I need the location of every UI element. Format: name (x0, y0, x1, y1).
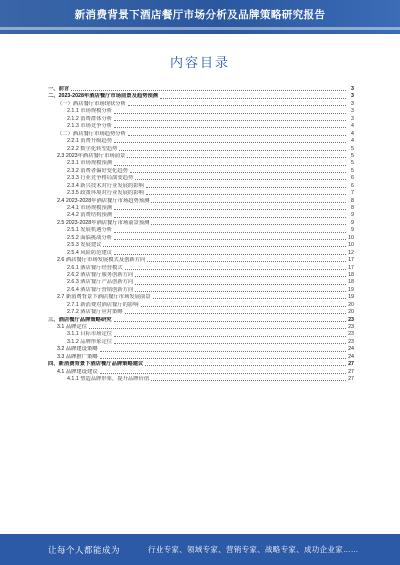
toc-entry[interactable] (48, 346, 354, 353)
toc-leader-dots (128, 135, 346, 136)
toc-entry-page: 3 (351, 115, 354, 122)
toc-entry-title: 2.6.1 酒店餐厅经营模式 (67, 264, 123, 271)
toc-leader-dots (114, 254, 346, 255)
toc-entry-title: 2.5.3 发展建议 (67, 242, 102, 249)
toc-entry[interactable] (48, 331, 354, 338)
toc-entry-page: 10 (348, 242, 354, 249)
toc-entry-title: 2.2.2 数字化转型趋势 (67, 145, 118, 152)
toc-entry-page: 3 (351, 108, 354, 115)
toc-entry-page: 17 (348, 264, 354, 271)
toc-entry[interactable] (48, 242, 354, 249)
toc-entry[interactable] (48, 198, 354, 205)
toc-entry-title: 2.5 2023-2028年酒店餐厅市场前景预测 (57, 219, 150, 226)
footer-tagline: 行业专家、领域专家、营销专家、战略专家、成功企业家…… (148, 545, 359, 554)
toc-entry-page: 27 (348, 368, 354, 375)
toc-entry-page: 3 (351, 100, 354, 107)
toc-entry[interactable] (48, 153, 354, 160)
toc-entry-title: 2.4.2 消费结构预测 (67, 212, 113, 219)
toc-entry-page: 23 (348, 324, 354, 330)
toc-entry[interactable] (48, 138, 354, 145)
toc-entry-title: 2.3.1 市场规模预测 (67, 160, 113, 167)
header-stripe (0, 27, 400, 30)
toc-entry[interactable] (48, 279, 354, 286)
toc-entry-page: 20 (348, 301, 354, 308)
toc-entry-title: 2.6 酒店餐厅市场发展模式及创新方向 (57, 257, 146, 264)
toc-entry[interactable] (48, 168, 354, 175)
toc-entry-title: 2.4.1 市场规模预测 (67, 205, 113, 211)
toc-entry-title: 三、酒店餐厅品牌策略研究 (48, 316, 112, 323)
toc-entry-page: 27 (348, 361, 354, 368)
toc-entry-page: 3 (351, 93, 354, 100)
toc-leader-dots (146, 187, 346, 188)
toc-entry[interactable] (48, 86, 354, 93)
toc-entry[interactable] (48, 93, 354, 100)
toc-entry-page: 27 (348, 376, 354, 383)
toc-entry[interactable] (48, 220, 354, 227)
toc-entry-page: 3 (351, 86, 354, 92)
report-title: 新消费背景下酒店餐厅市场分析及品牌策略研究报告 (74, 9, 326, 21)
toc-leader-dots (103, 246, 346, 247)
toc-entry[interactable] (48, 160, 354, 167)
toc-leader-dots (141, 306, 346, 307)
toc-leader-dots (119, 150, 346, 151)
toc-leader-dots (151, 224, 346, 225)
toc-entry-page: 18 (348, 271, 354, 278)
toc-entry-title: 2.5.2 面临挑战分析 (67, 234, 113, 241)
toc-entry-page: 24 (348, 353, 354, 360)
toc-entry-title: 2.1.3 市场竞争分析 (67, 123, 113, 130)
table-of-contents (48, 86, 354, 384)
toc-entry-title: 2.7 新消费背景下酒店餐厅市场发展前景 (57, 294, 151, 301)
toc-leader-dots (100, 373, 346, 374)
toc-entry[interactable] (48, 272, 354, 279)
toc-leader-dots (114, 120, 346, 121)
toc-leader-dots (135, 179, 346, 180)
toc-leader-dots (100, 351, 346, 352)
toc-entry[interactable] (48, 339, 354, 346)
toc-entry-page: 5 (351, 145, 354, 152)
toc-entry-title: 2.3.4 新兴技术对行业发展的影响 (67, 182, 144, 189)
toc-leader-dots (114, 343, 346, 344)
toc-entry-page: 4 (351, 130, 354, 137)
toc-entry-title: 2.1.1 市场规模分析 (67, 108, 113, 115)
toc-leader-dots (147, 261, 346, 262)
toc-entry[interactable] (48, 116, 354, 123)
toc-entry-title: 3.2 品牌建设策略 (57, 346, 98, 353)
toc-leader-dots (114, 209, 346, 210)
toc-entry-title: 2.5.4 风险防范建议 (67, 249, 113, 256)
toc-entry[interactable] (48, 146, 354, 153)
toc-entry-title: 2.4 2023-2028年酒店餐厅市场趋势预测 (57, 197, 150, 204)
toc-entry[interactable] (48, 205, 354, 212)
toc-leader-dots (114, 336, 346, 337)
toc-leader-dots (71, 90, 346, 91)
toc-entry[interactable] (48, 227, 354, 234)
toc-leader-dots (135, 276, 346, 277)
toc-leader-dots (127, 157, 346, 158)
toc-entry[interactable] (48, 309, 354, 316)
toc-entry[interactable] (48, 361, 354, 368)
toc-entry-page: 23 (348, 331, 354, 338)
toc-entry-page: 9 (351, 219, 354, 226)
toc-entry-page: 9 (351, 212, 354, 219)
toc-entry-page: 5 (351, 160, 354, 167)
toc-entry-page: 6 (351, 182, 354, 189)
toc-entry[interactable] (48, 257, 354, 264)
toc-leader-dots (145, 365, 346, 366)
toc-leader-dots (151, 202, 346, 203)
toc-entry-title: 3.1 品牌定位 (57, 324, 88, 330)
toc-entry-title: 2.3.5 政策环境对行业发展的影响 (67, 190, 144, 197)
toc-leader-dots (135, 284, 346, 285)
toc-entry-title: 2.7.2 酒店餐厅应对策略 (67, 309, 123, 316)
toc-entry-page: 24 (348, 346, 354, 353)
toc-entry-page: 8 (351, 197, 354, 204)
toc-leader-dots (160, 98, 346, 99)
toc-entry[interactable] (48, 175, 354, 182)
toc-heading: 内容目录 (169, 55, 230, 70)
toc-entry-page: 17 (348, 257, 354, 264)
toc-entry-title: 2.5.1 发展机遇分析 (67, 227, 113, 234)
toc-entry[interactable] (48, 123, 354, 130)
toc-entry[interactable] (48, 212, 354, 219)
toc-entry[interactable] (48, 302, 354, 309)
toc-entry-page: 19 (348, 294, 354, 301)
toc-entry-title: 3.1.2 品牌形象定位 (67, 338, 113, 345)
toc-entry-page: 23 (348, 316, 354, 323)
toc-leader-dots (135, 291, 346, 292)
toc-entry-title: 四、新消费背景下酒店餐厅品牌策略建议 (48, 361, 144, 368)
footer-slogan: 让每个人都能成为 (48, 545, 121, 555)
toc-leader-dots (114, 321, 346, 322)
toc-entry-title: （一）酒店餐厅市场现状分析 (57, 100, 126, 107)
toc-entry-page: 8 (351, 205, 354, 211)
toc-leader-dots (114, 217, 346, 218)
toc-entry[interactable] (48, 131, 354, 138)
toc-entry-page: 7 (351, 190, 354, 197)
footer-banner (0, 534, 400, 565)
toc-entry[interactable] (48, 324, 354, 331)
toc-leader-dots (114, 165, 346, 166)
toc-leader-dots (151, 380, 346, 381)
toc-entry-title: 2.7.1 新消费对酒店餐厅的影响 (67, 301, 139, 308)
toc-entry-title: 2.3 2023年酒店餐厅市场前景 (57, 152, 126, 159)
toc-entry[interactable] (48, 235, 354, 242)
toc-entry[interactable] (48, 369, 354, 376)
toc-entry[interactable] (48, 101, 354, 108)
toc-entry-title: 2.6.4 酒店餐厅营销创新方向 (67, 286, 134, 293)
toc-entry-title: 3.1.1 目标市场定位 (67, 331, 113, 338)
toc-entry-page: 10 (348, 234, 354, 241)
toc-entry-page: 18 (348, 279, 354, 286)
toc-entry-page: 9 (351, 227, 354, 234)
toc-entry[interactable] (48, 190, 354, 197)
toc-entry[interactable] (48, 317, 354, 324)
toc-entry-title: 一、前言 (48, 86, 70, 92)
toc-entry[interactable] (48, 250, 354, 257)
toc-leader-dots (114, 239, 346, 240)
toc-leader-dots (89, 328, 346, 329)
toc-entry-title: 二、2023-2028年酒店餐厅市场前景及趋势预测 (48, 93, 159, 100)
toc-leader-dots (114, 232, 346, 233)
toc-entry-title: （二）酒店餐厅市场趋势分析 (57, 130, 126, 137)
toc-leader-dots (114, 142, 346, 143)
toc-entry-page: 5 (351, 152, 354, 159)
toc-entry-title: 2.6.3 酒店餐厅产品创新方向 (67, 279, 134, 286)
header-banner (0, 0, 400, 34)
toc-entry[interactable] (48, 265, 354, 272)
toc-entry-title: 2.6.2 酒店餐厅服务创新方向 (67, 271, 134, 278)
toc-leader-dots (146, 194, 346, 195)
toc-entry[interactable] (48, 287, 354, 294)
toc-entry[interactable] (48, 354, 354, 361)
toc-entry-title: 2.1.2 消费群体分析 (67, 115, 113, 122)
toc-entry-page: 6 (351, 175, 354, 182)
toc-entry-page: 23 (348, 338, 354, 345)
toc-leader-dots (114, 113, 346, 114)
toc-leader-dots (114, 127, 346, 128)
toc-entry[interactable] (48, 294, 354, 301)
toc-leader-dots (153, 298, 346, 299)
toc-entry-page: 12 (348, 249, 354, 256)
toc-leader-dots (128, 105, 346, 106)
toc-leader-dots (125, 269, 346, 270)
toc-entry-title: 3.3 品牌推广策略 (57, 353, 98, 360)
toc-entry-title: 4.1.1 塑造品牌形象，提升品牌价值 (67, 376, 150, 383)
toc-leader-dots (100, 358, 346, 359)
toc-entry-page: 4 (351, 123, 354, 130)
toc-leader-dots (125, 313, 346, 314)
toc-entry-page: 5 (351, 167, 354, 174)
toc-entry-page: 20 (348, 309, 354, 316)
toc-entry-page: 4 (351, 138, 354, 145)
toc-entry-title: 2.3.3 行业竞争格局演变趋势 (67, 175, 134, 182)
toc-entry-title: 2.2.1 消费升级趋势 (67, 138, 113, 145)
toc-entry[interactable] (48, 108, 354, 115)
toc-entry-title: 2.3.2 消费者偏好变化趋势 (67, 167, 128, 174)
toc-leader-dots (130, 172, 346, 173)
toc-entry[interactable] (48, 183, 354, 190)
toc-entry-title: 4.1 品牌建设建议 (57, 368, 98, 375)
toc-entry-page: 19 (348, 286, 354, 293)
toc-entry[interactable] (48, 376, 354, 383)
